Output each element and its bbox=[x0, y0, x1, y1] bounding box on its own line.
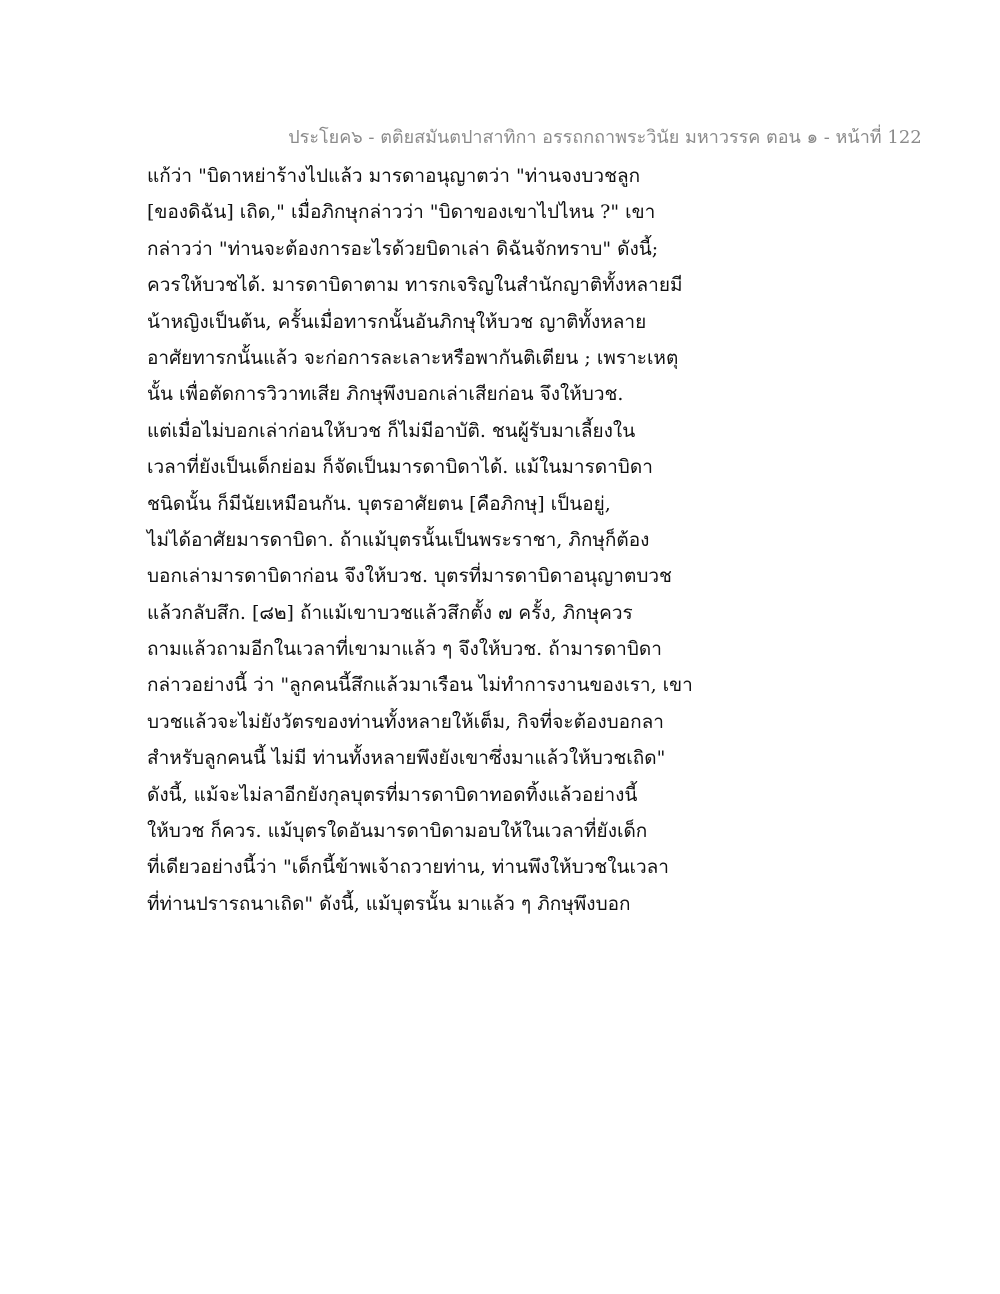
text-line-18: ดังนี้, แม้จะไม่ลาอีกยังกุลบุตรที่มารดาบิดาทอดทิ้งแล้วอย่างนี้ bbox=[147, 783, 638, 806]
text-line-6: อาศัยทารกนั้นแล้ว จะก่อการละเลาะหรือพากันติเตียน ; เพราะเหตุ bbox=[147, 346, 679, 369]
running-header-text: ประโยค๖ - ตติยสมันตปาสาทิกา อรรถกถาพระวินัย มหาวรรค ตอน ๑ - หน้าที่ 122 bbox=[288, 127, 922, 148]
text-line-21: ที่ท่านปรารถนาเถิด" ดังนี้, แม้บุตรนั้น มาแล้ว ๆ ภิกษุพึงบอก bbox=[147, 892, 631, 915]
text-line-9: เวลาที่ยังเป็นเด็กย่อม ก็จัดเป็นมารดาบิดาได้. แม้ในมารดาบิดา bbox=[147, 456, 653, 479]
text-line-1: แก้ว่า "บิดาหย่าร้างไปแล้ว มารดาอนุญาตว่า "ท่านจงบวชลูก bbox=[147, 165, 641, 187]
text-line-3: กล่าวว่า "ท่านจะต้องการอะไรด้วยบิดาเล่า ดิฉันจักทราบ" ดังนี้; bbox=[147, 237, 659, 260]
text-line-2: [ของดิฉัน] เถิด," เมื่อภิกษุกล่าวว่า "บิดาของเขาไปไหน ?" เขา bbox=[147, 201, 656, 224]
body-text bbox=[147, 158, 707, 922]
text-line-20: ที่เดียวอย่างนี้ว่า "เด็กนี้ข้าพเจ้าถวายท่าน, ท่านพึงให้บวชในเวลา bbox=[147, 856, 669, 879]
text-line-16: บวชแล้วจะไม่ยังวัตรของท่านทั้งหลายให้เต็ม, กิจที่จะต้องบอกลา bbox=[147, 710, 664, 733]
text-line-19: ให้บวช ก็ควร. แม้บุตรใดอันมารดาบิดามอบให้ในเวลาที่ยังเด็ก bbox=[147, 820, 648, 843]
text-line-10: ชนิดนั้น ก็มีนัยเหมือนกัน. บุตรอาศัยตน [คือภิกษุ] เป็นอยู่, bbox=[147, 492, 611, 515]
text-line-11: ไม่ได้อาศัยมารดาบิดา. ถ้าแม้บุตรนั้นเป็นพระราชา, ภิกษุก็ต้อง bbox=[147, 528, 650, 551]
text-line-13: แล้วกลับสึก. [๘๒] ถ้าแม้เขาบวชแล้วสึกตั้ง ๗ ครั้ง, ภิกษุควร bbox=[147, 601, 633, 624]
text-line-7: นั้น เพื่อตัดการวิวาทเสีย ภิกษุพึงบอกเล่าเสียก่อน จึงให้บวช. bbox=[147, 383, 624, 406]
text-line-8: แต่เมื่อไม่บอกเล่าก่อนให้บวช ก็ไม่มีอาบัติ. ชนผู้รับมาเลี้ยงใน bbox=[147, 419, 636, 442]
text-line-14: ถามแล้วถามอีกในเวลาที่เขามาแล้ว ๆ จึงให้บวช. ถ้ามารดาบิดา bbox=[147, 638, 662, 661]
running-header bbox=[0, 122, 1000, 151]
text-line-15: กล่าวอย่างนี้ ว่า "ลูกคนนี้สึกแล้วมาเรือน ไม่ทำการงานของเรา, เขา bbox=[147, 674, 693, 697]
text-line-17: สำหรับลูกคนนี้ ไม่มี ท่านทั้งหลายพึงยังเขาซึ่งมาแล้วให้บวชเถิด" bbox=[147, 747, 666, 770]
text-line-5: น้าหญิงเป็นต้น, ครั้นเมื่อทารกนั้นอันภิกษุให้บวช ญาติทั้งหลาย bbox=[147, 310, 647, 333]
text-line-4: ควรให้บวชได้. มารดาบิดาตาม ทารกเจริญในสำนักญาติทั้งหลายมี bbox=[147, 274, 683, 297]
text-line-12: บอกเล่ามารดาบิดาก่อน จึงให้บวช. บุตรที่มารดาบิดาอนุญาตบวช bbox=[147, 565, 672, 588]
